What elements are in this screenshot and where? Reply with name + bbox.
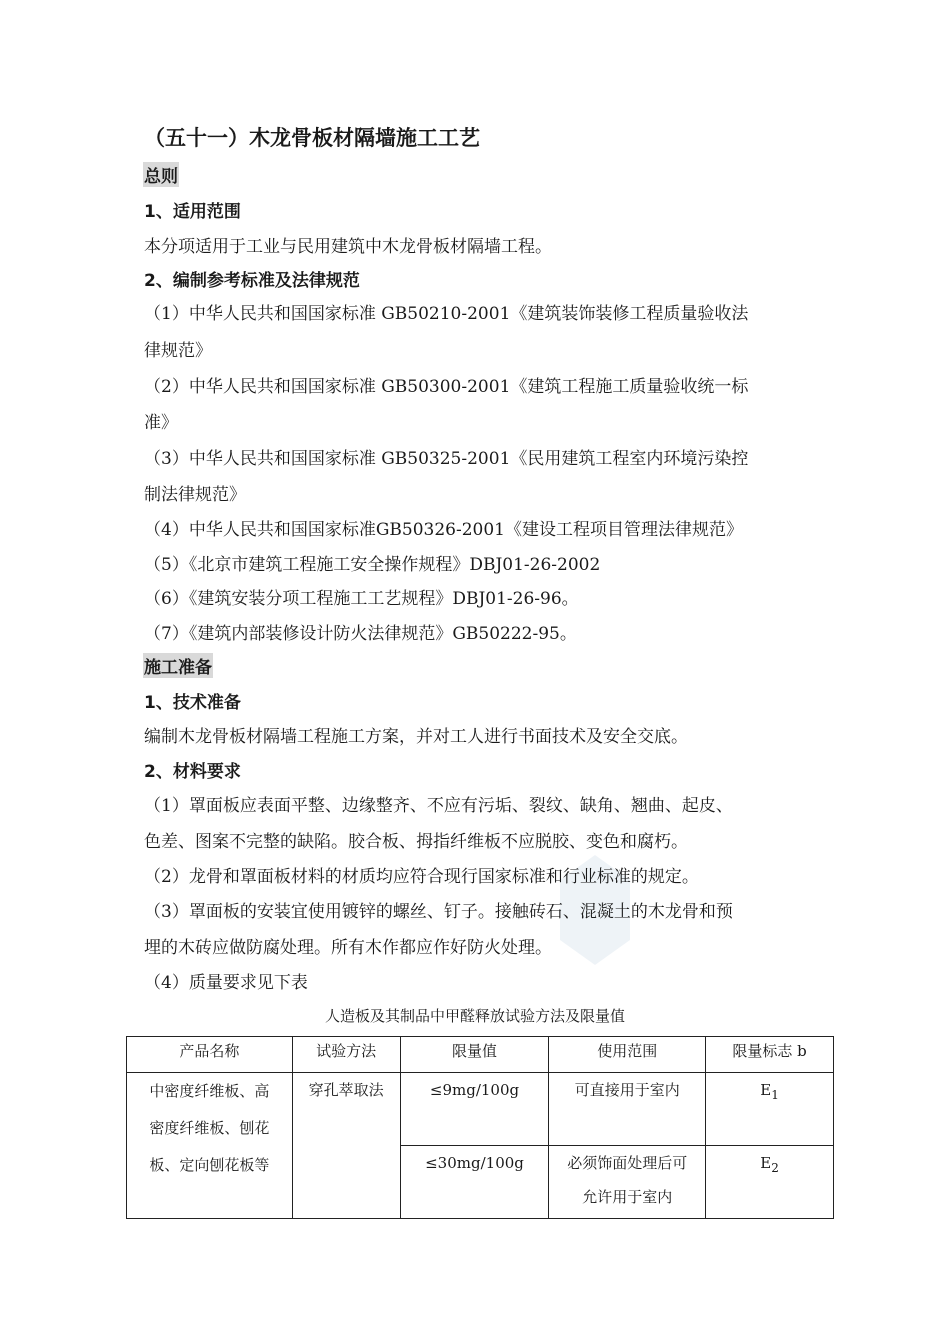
- material-line: （2）龙骨和罩面板材料的材质均应符合现行国家标准和行业标准的规定。: [144, 867, 699, 887]
- limit-mark: E: [760, 1081, 772, 1099]
- page-title: （五十一）木龙骨板材隔墙施工工艺: [144, 126, 480, 150]
- reference-line: 律规范》: [144, 341, 212, 361]
- material-line: 色差、图案不完整的缺陷。胶合板、拇指纤维板不应脱胶、变色和腐朽。: [144, 832, 688, 852]
- technical-text: 编制木龙骨板材隔墙工程施工方案，并对工人进行书面技术及安全交底。: [144, 727, 688, 747]
- reference-line: （3）中华人民共和国国家标准 GB50325-2001《民用建筑工程室内环境污染控: [144, 449, 749, 469]
- usage-line: 必须饰面处理后可: [567, 1154, 688, 1172]
- formaldehyde-table: [126, 1036, 834, 1219]
- product-name-line: 板、定向刨花板等: [149, 1156, 270, 1174]
- limit-mark-subscript: 1: [771, 1088, 779, 1102]
- limit-mark-cell: [706, 1073, 834, 1146]
- material-line: 埋的木砖应做防腐处理。所有木作都应作好防火处理。: [144, 938, 552, 958]
- usage-line: 可直接用于室内: [574, 1081, 680, 1099]
- limit-value-cell: ≤9mg/100g: [400, 1073, 549, 1146]
- usage-cell: [549, 1073, 706, 1146]
- subheading-scope: 1、适用范围: [144, 202, 241, 222]
- reference-line: （6）《建筑安装分项工程施工工艺规程》DBJ01-26-96。: [144, 589, 579, 609]
- reference-line: （1）中华人民共和国国家标准 GB50210-2001《建筑装饰装修工程质量验收法: [144, 304, 749, 324]
- table-header-cell: 试验方法: [292, 1037, 400, 1073]
- reference-line: 制法律规范》: [144, 485, 246, 505]
- product-name-line: 密度纤维板、刨花: [149, 1119, 270, 1137]
- material-line: （3）罩面板的安装宜使用镀锌的螺丝、钉子。接触砖石、混凝土的木龙骨和预: [144, 902, 733, 922]
- table-header-cell: 限量标志 b: [706, 1037, 834, 1073]
- limit-mark-cell: [706, 1146, 834, 1219]
- usage-line: 允许用于室内: [582, 1188, 673, 1206]
- reference-line: （7）《建筑内部装修设计防火法律规范》GB50222-95。: [144, 624, 577, 644]
- usage-cell: [549, 1146, 706, 1219]
- reference-line: （5）《北京市建筑工程施工安全操作规程》DBJ01-26-2002: [144, 555, 601, 575]
- material-line: （1）罩面板应表面平整、边缘整齐、不应有污垢、裂纹、缺角、翘曲、起皮、: [144, 796, 733, 816]
- reference-line: （4）中华人民共和国国家标准GB50326-2001《建设工程项目管理法律规范》: [144, 520, 743, 540]
- scope-text: 本分项适用于工业与民用建筑中木龙骨板材隔墙工程。: [144, 237, 552, 257]
- subheading-technical: 1、技术准备: [144, 693, 241, 713]
- subheading-materials: 2、材料要求: [144, 762, 241, 782]
- product-name-cell: [127, 1073, 293, 1219]
- table-header-cell: 产品名称: [127, 1037, 293, 1073]
- material-line: （4）质量要求见下表: [144, 973, 308, 993]
- table-header-cell: 限量值: [400, 1037, 549, 1073]
- limit-value-cell: ≤30mg/100g: [400, 1146, 549, 1219]
- reference-line: 准》: [144, 413, 178, 433]
- section-heading-general: 总则: [143, 162, 179, 187]
- limit-mark: E: [760, 1154, 772, 1172]
- product-name-line: 中密度纤维板、高: [149, 1082, 270, 1100]
- section-heading-preparation: 施工准备: [143, 653, 213, 678]
- table-header-cell: 使用范围: [549, 1037, 706, 1073]
- test-method-cell: 穿孔萃取法: [292, 1073, 400, 1219]
- subheading-standards: 2、编制参考标准及法律规范: [144, 271, 360, 291]
- limit-mark-subscript: 2: [771, 1161, 779, 1175]
- table-header-row: [127, 1037, 834, 1073]
- reference-line: （2）中华人民共和国国家标准 GB50300-2001《建筑工程施工质量验收统一标: [144, 377, 749, 397]
- table-row: [127, 1073, 834, 1146]
- table-caption: 人造板及其制品中甲醛释放试验方法及限量值: [324, 1007, 625, 1025]
